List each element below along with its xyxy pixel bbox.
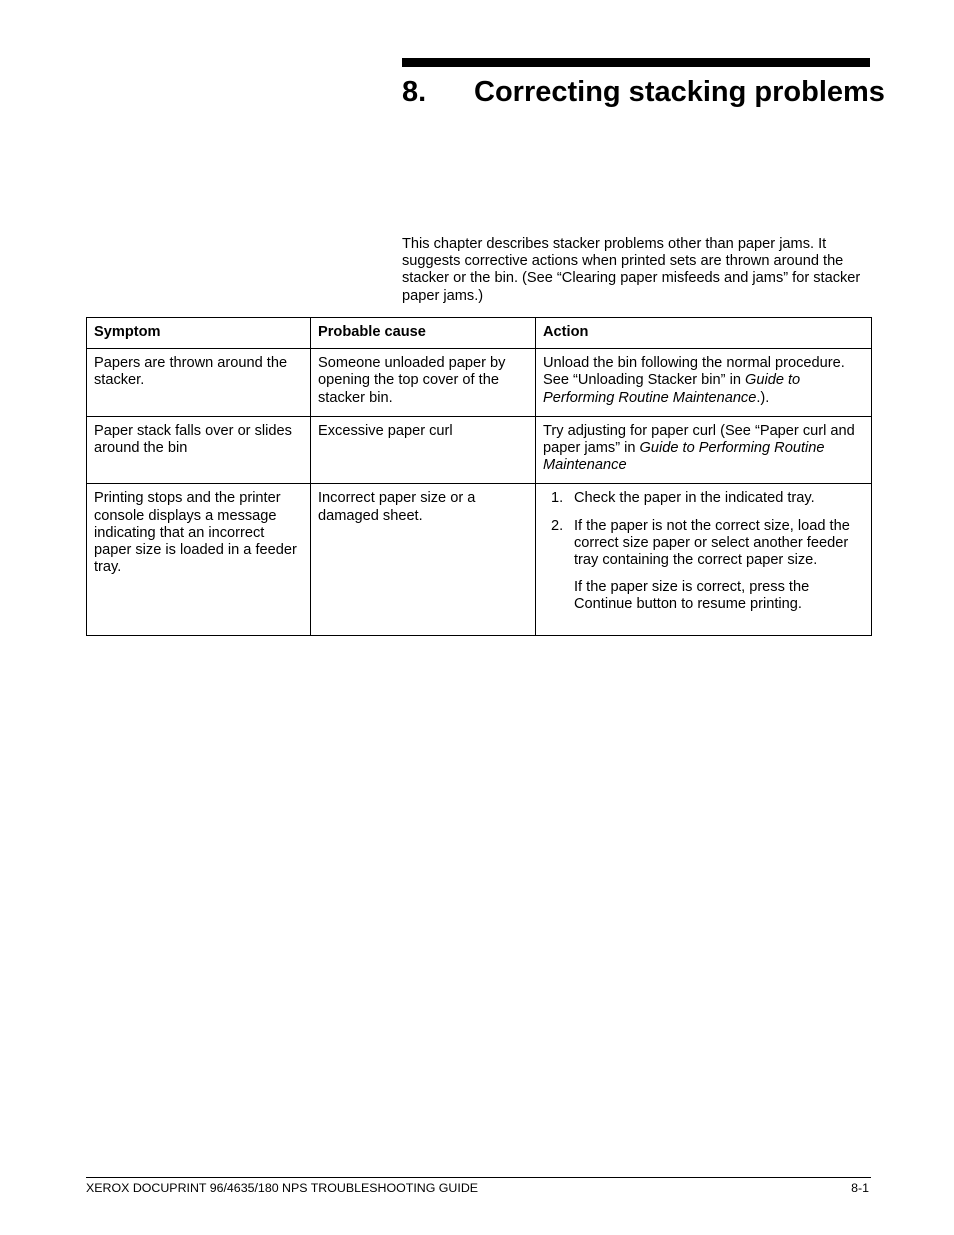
action-cell [536, 416, 872, 484]
table-row [87, 484, 872, 636]
stacking-problems-table [86, 317, 872, 636]
cause-cell: Someone unloaded paper by opening the top cover of the stacker bin. [311, 349, 536, 417]
step-number: 1. [551, 490, 564, 507]
action-text: Try adjusting for paper curl (See “Paper curl and paper jams” in [543, 422, 855, 457]
step-number: 2. [551, 517, 564, 534]
list-item [543, 518, 864, 570]
cause-cell: Excessive paper curl [311, 416, 536, 484]
list-item [543, 490, 864, 507]
header-symptom: Symptom [87, 318, 311, 349]
cause-cell: Incorrect paper size or a damaged sheet. [311, 484, 536, 636]
action-cell [536, 484, 872, 636]
step-note: If the paper size is correct, press the Continue button to resume printing. [574, 579, 810, 613]
table-row [87, 416, 872, 484]
footer-page-number: 8-1 [851, 1181, 869, 1195]
step-text: If the paper is not the correct size, load the correct size paper or select another feeder tray containing the correct paper size. [574, 517, 850, 569]
action-guide-reference: Guide to Performing Routine Maintenance [543, 440, 825, 474]
symptom-cell: Paper stack falls over or slides around the bin [87, 416, 311, 484]
action-text-end: .). [756, 389, 770, 406]
action-steps-list [543, 490, 864, 569]
step-text: Check the paper in the indicated tray. [574, 490, 815, 507]
header-action: Action [536, 318, 872, 349]
chapter-intro: This chapter describes stacker problems other than paper jams. It suggests corrective actions when printed sets are thrown around the stacker or the bin. (See “Clearing paper misfeeds and jams” for stacker paper jams.) [402, 236, 861, 304]
chapter-top-rule [402, 58, 870, 67]
chapter-title-text: Correcting stacking problems [474, 76, 885, 108]
footer-guide-title: XEROX DOCUPRINT 96/4635/180 NPS TROUBLESHOOTING GUIDE [86, 1181, 479, 1195]
action-text: Unload the bin following the normal procedure. See “Unloading Stacker bin” in [543, 355, 845, 389]
chapter-number: 8. [402, 76, 427, 108]
table-header-row [87, 318, 872, 349]
symptom-cell: Papers are thrown around the stacker. [87, 349, 311, 417]
footer-rule [86, 1177, 871, 1178]
header-probable-cause: Probable cause [311, 318, 536, 349]
symptom-cell: Printing stops and the printer console displays a message indicating that an incorrect paper size is loaded in a feeder tray. [87, 484, 311, 636]
chapter-title [402, 74, 885, 110]
table-row [87, 349, 872, 417]
action-cell [536, 349, 872, 417]
action-guide-reference: Guide to Performing Routine Maintenance [543, 372, 801, 406]
